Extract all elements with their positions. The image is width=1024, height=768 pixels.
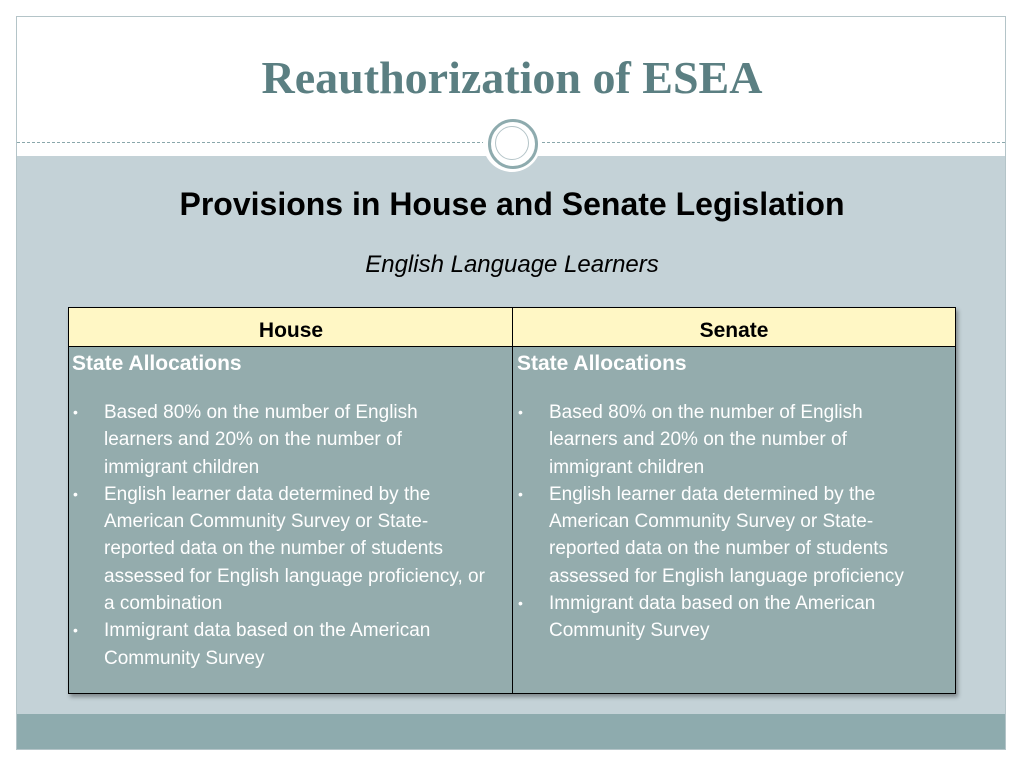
table-header-senate: Senate xyxy=(699,319,769,342)
list-item xyxy=(514,590,934,645)
bullet-text: English learner data determined by the American Community Survey or State-reported data on the number of students assessed for English language proficiency xyxy=(549,483,904,587)
slide-subtitle: Provisions in House and Senate Legislation xyxy=(179,186,845,222)
bullet-text: Based 80% on the number of English learners and 20% on the number of immigrant children xyxy=(104,402,418,478)
slide-topic: English Language Learners xyxy=(365,251,659,278)
bullet-icon: • xyxy=(73,622,78,639)
list-item xyxy=(69,399,489,481)
list-item xyxy=(69,481,489,617)
list-item xyxy=(514,481,934,590)
bullet-list xyxy=(69,399,489,672)
table-cell-senate xyxy=(514,347,955,692)
bullet-icon: • xyxy=(518,404,523,420)
bullet-text: Immigrant data based on the American Community Survey xyxy=(549,593,876,642)
list-item xyxy=(69,617,489,672)
bullet-text: English learner data determined by the American Community Survey or State-reported data on the number of students assessed for English language proficiency, or a combination xyxy=(104,483,485,615)
bullet-text: Based 80% on the number of English learners and 20% on the number of immigrant children xyxy=(549,402,863,478)
bullet-icon: • xyxy=(518,485,523,502)
table-cell-house xyxy=(69,347,512,692)
cell-heading: State Allocations xyxy=(517,352,687,375)
list-item xyxy=(514,399,934,481)
comparison-table xyxy=(68,307,956,694)
slide-title: Reauthorization of ESEA xyxy=(261,52,763,103)
cell-heading: State Allocations xyxy=(72,352,242,375)
bullet-icon: • xyxy=(73,485,78,502)
footer-bar xyxy=(17,714,1005,749)
table-header-house: House xyxy=(258,319,324,342)
bullet-icon: • xyxy=(518,595,523,612)
bullet-icon: • xyxy=(73,404,78,420)
column-divider xyxy=(512,308,513,693)
bullet-text: Immigrant data based on the American Community Survey xyxy=(104,620,431,669)
bullet-list xyxy=(514,399,934,645)
circle-ornament-inner xyxy=(495,126,529,160)
